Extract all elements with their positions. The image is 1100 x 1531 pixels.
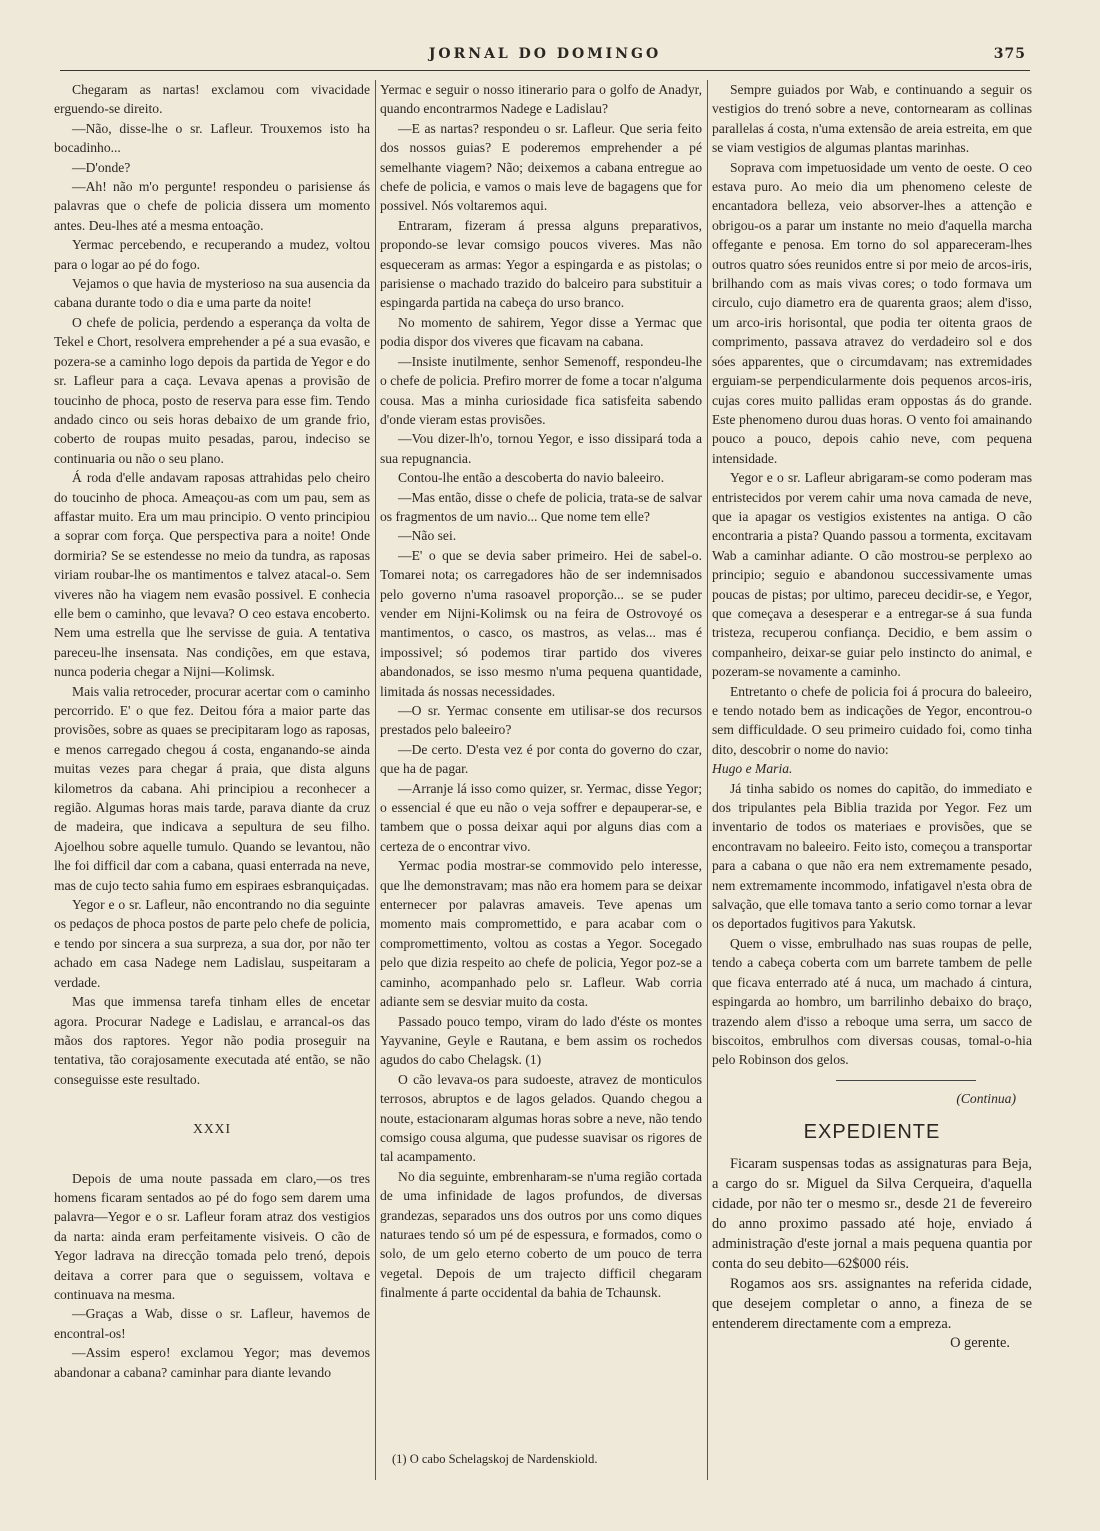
paragraph: Vejamos o que havia de mysterioso na sua ausencia da cabana durante todo o dia e uma parte da noite! bbox=[54, 276, 370, 311]
signature: O gerente. bbox=[950, 1334, 1010, 1351]
continua-note bbox=[712, 1070, 1016, 1109]
paragraph: —Arranje lá isso como quizer, sr. Yermac, disse Yegor; o essencial é que eu não o veja soffrer e depauperar-se, e tambem que o possa deixar aqui por alguns dias com a certeza de o encontrar vivo. bbox=[380, 780, 702, 854]
paragraph: —E as nartas? respondeu o sr. Lafleur. Que seria feito dos nossos guias? E poderemos emprehender a pé semelhante viagem? Não; deixemos a cabana entregue ao chefe de policia, e vamos o mais leve de bagagens que for possivel. Nós voltaremos aqui. bbox=[380, 120, 702, 214]
paragraph: No momento de sahirem, Yegor disse a Yermac que podia dispor dos viveres que ficavam na cabana. bbox=[380, 314, 702, 350]
paragraph: Yegor e o sr. Lafleur, não encontrando no dia seguinte os pedaços de phoca postos de parte pelo chefe de policia, e tendo por sincera a sua surpreza, a sua dor, por não ter achado em casa Nadege nem Ladislau, suspeitaram a verdade. bbox=[54, 897, 370, 990]
expediente-paragraph: Ficaram suspensas todas as assignaturas para Beja, a cargo do sr. Miguel da Silva Cerqueira, d'aquella cidade, por não ter o mesmo sr., desde 21 de fevereiro do anno proximo passado até hoje, enviado á administração d'este jornal a mais pequena quantia por conta do seu debito—62$000 réis. bbox=[712, 1155, 1032, 1272]
paragraph: Mas que immensa tarefa tinham elles de encetar agora. Procurar Nadege e Ladislau, e arrancal-os das mãos dos raptores. Yegor não podia proseguir na tentativa, tão corajosamente executada até então, se não conseguisse este resultado. bbox=[54, 994, 370, 1087]
paragraph: —D'onde? bbox=[72, 159, 131, 175]
paragraph: Mais valia retroceder, procurar acertar com o caminho percorrido. E' o que fez. Deitou fóra a maior parte das provisões, sobre as quaes se precipitaram logo as raposas, e menos carregado chegou á costa, enganando-se ainda muitas vezes para chegar á praia, que dista alguns kilometros da cabana. Ahi principiou a reconhecer a região. Algumas horas mais tarde, parava diante da cruz de madeira, que indicava a sepultura de seu filho. Ajoelhou sobre aquelle tumulo. Quando se levantou, não lhe foi difficil dar com a cabana, quasi enterrada na neve, mas de cujo tecto sahia fumo em espiraes esbranquiçadas. bbox=[54, 683, 370, 893]
paragraph: Chegaram as nartas! exclamou com vivacidade erguendo-se direito. bbox=[54, 82, 370, 117]
paragraph: O chefe de policia, perdendo a esperança da volta de Tekel e Chort, resolvera emprehender a pé a sua evasão, e pozera-se a caminho logo depois da partida de Yegor e do sr. Lafleur para a caça. Levava apenas a provisão de toucinho de phoca, posto de reserva para esse fim. Tendo andado cinco ou seis horas debaixo de um grande frio, coberto de roupas muito pesadas, parou, indeciso se continuaria ou não o seu plano. bbox=[54, 314, 370, 466]
paragraph: Á roda d'elle andavam raposas attrahidas pelo cheiro do toucinho de phoca. Ameaçou-as com um pau, sem as affastar muito. Era um mau principio. O vento principiou a soprar com força. Que perspectiva para a noite! Onde dormiria? Se se estendesse no meio da tundra, as raposas viriam roubar-lhe os mantimentos e talvez atacal-o. Sem viveres não ha viagem nem evasão possivel. E conhecia elle bem o caminho, que levava? O ceo estava encoberto. Nem uma estrella que lhe servisse de guia. A tentativa pareceu-lhe insensata. Nas condições, em que estava, nunca poderia chegar a Nijni—Kolimsk. bbox=[54, 470, 370, 680]
column-divider bbox=[707, 80, 708, 1480]
paragraph: Soprava com impetuosidade um vento de oeste. O ceo estava puro. Ao meio dia um phenomeno celeste de encantadora belleza, veio absorver-lhes a attenção e obrigou-os a parar um instante no meio d'aquella marcha offegante e penosa. Em torno do sol appareceram-lhes outros quatro sóes reunidos entre si por meio de arcos-iris, brilhando com as mais vivas cores; o todo formava um circulo, cujo diametro era de quarenta graos; alem d'isso, um arco-iris horisontal, que podia ter oitenta graos de comprimento, passava atravez do verdadeiro sol e dos sóes apparentes, que o circumdavam; nas extremidades erguiam-se perpendicularmente dois pequenos arcos-iris, cujas cores muito pallidas eram oppostas ás do grande. Este phenomeno durou duas horas. O vento foi amainando pouco a pouco, depois cahio neve, com pequena intensidade. bbox=[712, 159, 1032, 466]
paragraph: Entretanto o chefe de policia foi á procura do baleeiro, e tendo notado bem as indicações de Yegor, encontrou-o sem difficuldade. O seu primeiro cuidado foi, como tinha dito, descobrir o nome do navio: bbox=[712, 683, 1032, 757]
paragraph: Yermac percebendo, e recuperando a mudez, voltou para o logar ao pé do fogo. bbox=[54, 237, 370, 272]
paragraph: Depois de uma noute passada em claro,—os tres homens ficaram sentados ao pé do fogo sem darem uma palavra—Yegor e o sr. Lafleur foram atraz dos vestigios da narta: ainda eram perfeitamente visiveis. O cão de Yegor ladrava na direcção tomada pelo trenó, depois deitava a correr para que o seguissem, voltava e continuava na mesma. bbox=[54, 1170, 370, 1302]
page-header bbox=[60, 44, 1030, 71]
paragraph: —De certo. D'esta vez é por conta do governo do czar, que ha de pagar. bbox=[380, 741, 702, 777]
paragraph: —Assim espero! exclamou Yegor; mas devemos abandonar a cabana? caminhar para diante levando bbox=[54, 1345, 370, 1380]
paragraph: Sempre guiados por Wab, e continuando a seguir os vestigios do trenó sobre a neve, contornearam as collinas parallelas á costa, n'uma extensão de areia estreita, em que se viam vestigios de algumas plantas marinhas. bbox=[712, 82, 1032, 156]
paragraph: —Não sei. bbox=[398, 528, 457, 544]
footnote: (1) O cabo Schelagskoj de Nardenskiold. bbox=[392, 1452, 598, 1466]
continua-label: (Continua) bbox=[956, 1091, 1016, 1107]
paragraph: —Não, disse-lhe o sr. Lafleur. Trouxemos isto ha bocadinho... bbox=[54, 120, 370, 156]
paragraph: —Insiste inutilmente, senhor Semenoff, respondeu-lhe o chefe de policia. Prefiro morrer de fome a tocar n'alguma cousa. Mas a minha curiosidade fica satisfeita sabendo d'onde vieram estas provisões. bbox=[380, 353, 702, 427]
paragraph: —O sr. Yermac consente em utilisar-se dos recursos prestados pelo baleeiro? bbox=[380, 703, 702, 738]
paragraph: No dia seguinte, embrenharam-se n'uma região cortada de uma infinidade de lagos profundos, de diversas grandezas, separados uns dos outros por uns como diques naturaes tendo só um pé de espessura, e formados, como o solo, de um gelo eterno coberto de um pouco de terra vegetal. Depois de um trajecto difficil chegaram finalmente á parte occidental da bahia de Tchaunsk. bbox=[380, 1168, 702, 1301]
paragraph: Yermac podia mostrar-se commovido pelo interesse, que lhe demonstravam; mas não era homem para se deixar enternecer por palavras amaveis. Teve apenas um momento mais compromettido, e para acabar com o compromettimento, voltou as costas a Yegor. Socegado pelo que dizia respeito ao chefe de policia, Yegor poz-se a caminho, acompanhado pelo sr. Lafleur. Wab corria adiante sem se desviar muito da costa. bbox=[380, 858, 702, 1010]
column-1 bbox=[54, 80, 370, 1382]
paragraph: Já tinha sabido os nomes do capitão, do immediato e dos tripulantes pela Biblia trazida por Yegor. Fez um inventario de todos os materiaes e provisões, que se encontravam no baleeiro. Feito isto, começou a transportar para a cabana o que não era nem extremamente pesado, nem extremamente incommodo, infatigavel n'esta obra de salvação, que elle tomava tanto a serio como tornar a levar os deportados fugitivos para Yakutsk. bbox=[712, 780, 1032, 932]
column-divider bbox=[375, 80, 376, 1480]
paragraph: Yegor e o sr. Lafleur abrigaram-se como poderam mas entristecidos por verem cahir uma nova camada de neve, que ia apagar os vestigios existentes na antiga. O cão encontraria a pista? Quando passou a tormenta, excitavam Wab a caminhar adiante. O cão mostrou-se perplexo ao principio; seguio e abandonou successivamente umas poucas de pistas; por ultimo, pareceu decidir-se, e Yegor, que começava a desesperar e a entregar-se á sua funda tristeza, recuperou confiança. Decidio, e bem assim o companheiro, deixar-se guiar pelo instincto do animal, e pozeram-se novamente a caminho. bbox=[712, 470, 1032, 680]
ship-name: Hugo e Maria. bbox=[712, 761, 793, 777]
column-3 bbox=[712, 80, 1032, 1353]
page-number: 375 bbox=[993, 46, 1026, 62]
column-2 bbox=[380, 80, 702, 1303]
paragraph: Quem o visse, embrulhado nas suas roupas de pelle, tendo a cabeça coberta com um barrete tambem de pelle que ficava enterrado até á nuca, um machado á cintura, espingarda ao hombro, um barrilinho debaixo do braço, trazendo alem d'isso a reboque uma serra, um sacco de biscoitos, embrulhos com diversas cousas, tomal-o-hia pelo Robinson dos gelos. bbox=[712, 935, 1032, 1068]
expediente-title: EXPEDIENTE bbox=[803, 1120, 941, 1143]
paragraph: —Mas então, disse o chefe de policia, trata-se de salvar os fragmentos de um navio... Que nome tem elle? bbox=[380, 489, 702, 524]
expediente-paragraph: Rogamos aos srs. assignantes na referida cidade, que desejem completar o anno, a fineza de se entenderem directamente com a empreza. bbox=[712, 1275, 1032, 1332]
divider-rule bbox=[836, 1080, 976, 1081]
paragraph: —E' o que se devia saber primeiro. Hei de sabel-o. Tomarei nota; os carregadores hão de ser indemnisados pelo governo n'uma rasoavel proporção... se se puder vender em Nijni-Kolimsk ou na feira de Ostrovoyé os mantimentos, o casco, os mastros, as velas... mas é impossivel; só podemos tirar partido dos viveres abandonados, se isso mesmo n'uma pequena quantidade, limitada ás nossas necessidades. bbox=[380, 547, 702, 699]
chapter-heading: XXXI bbox=[193, 1121, 231, 1137]
paragraph: —Ah! não m'o pergunte! respondeu o parisiense ás palavras que o chefe de policia dissera um momento antes. Deu-lhes até a mesma entoação. bbox=[54, 179, 370, 233]
paragraph: Yermac e seguir o nosso itinerario para o golfo de Anadyr, quando encontrarmos Nadege e Ladislau? bbox=[380, 82, 702, 117]
paragraph: O cão levava-os para sudoeste, atravez de monticulos terrosos, abruptos e de lagos gelados. Quando chegou a noute, estacionaram algumas horas sobre a neve, não tendo comsigo cousa alguma, que pudesse suavisar os rigores de tal acampamento. bbox=[380, 1071, 702, 1165]
paragraph: —Graças a Wab, disse o sr. Lafleur, havemos de encontral-os! bbox=[54, 1306, 370, 1341]
paragraph: Entraram, fizeram á pressa alguns preparativos, propondo-se levar comsigo poucos viveres. Mas não esqueceram as armas: Yegor a espingarda e as pistolas; o parisiense o machado trazido do balceiro para substituir a espingarda partida na cabeça do urso branco. bbox=[380, 217, 702, 311]
paragraph: Contou-lhe então a descoberta do navio baleeiro. bbox=[398, 470, 665, 486]
paragraph: —Vou dizer-lh'o, tornou Yegor, e isso dissipará toda a sua repugnancia. bbox=[380, 431, 702, 466]
journal-title: JORNAL DO DOMINGO bbox=[428, 46, 662, 62]
paragraph: Passado pouco tempo, viram do lado d'éste os montes Yayvanine, Geyle e Rautana, e bem assim os rochedos agudos do cabo Chelagsk. (1) bbox=[380, 1013, 702, 1068]
